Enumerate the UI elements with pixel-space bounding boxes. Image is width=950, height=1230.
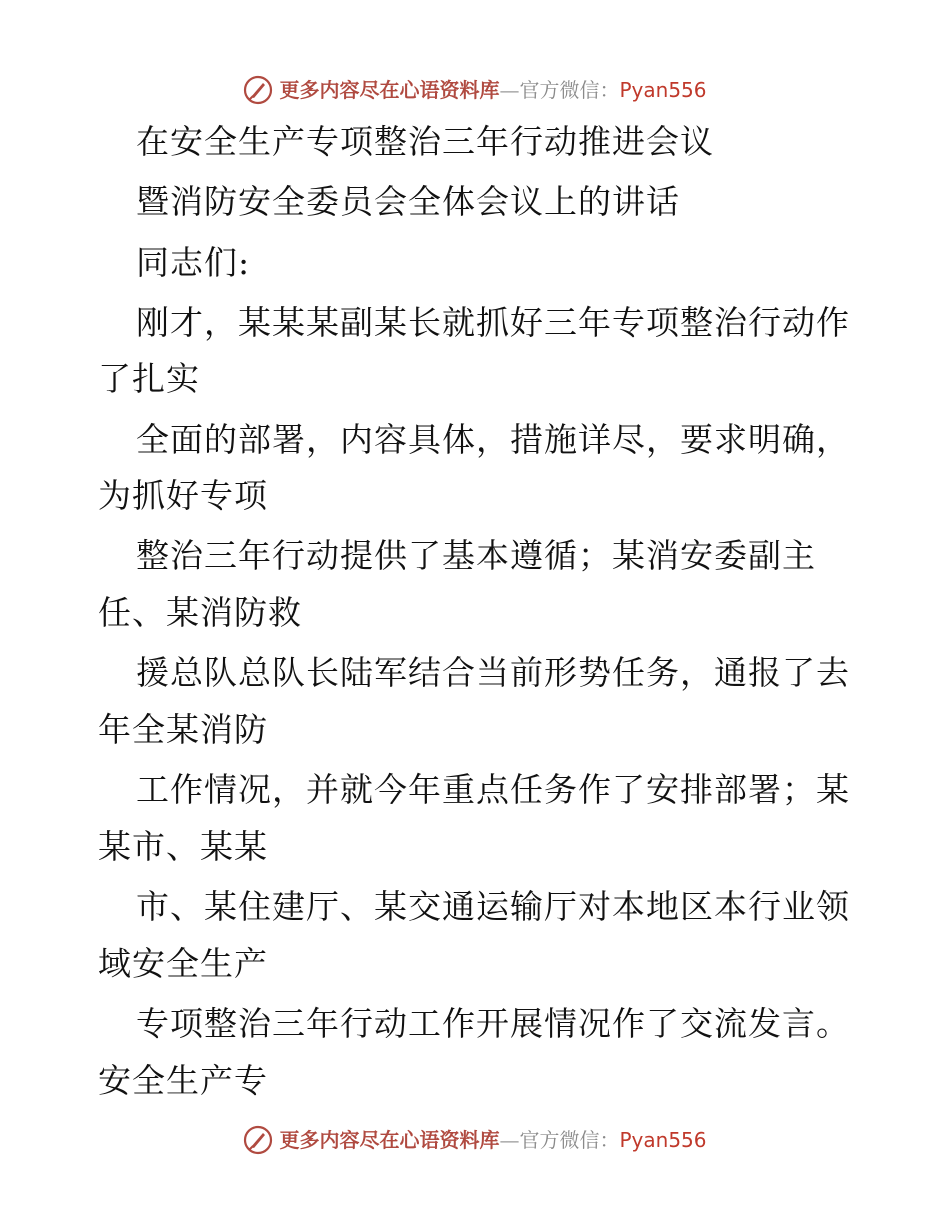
paragraph-line: 工作情况，并就今年重点任务作了安排部署；某 <box>136 770 850 809</box>
watermark-separator: — <box>499 1128 520 1152</box>
paragraph-line: 任、某消防救 <box>98 593 302 632</box>
paragraph-line: 域安全生产 <box>98 944 268 983</box>
watermark-wechat-label: 官方微信： <box>519 78 620 102</box>
paragraph-line: 市、某住建厅、某交通运输厅对本地区本行业领 <box>136 887 850 926</box>
document-title-line-1: 在安全生产专项整治三年行动推进会议 <box>136 122 714 161</box>
paragraph-line: 刚才，某某某副某长就抓好三年专项整治行动作 <box>136 303 850 342</box>
watermark-site-text: 更多内容尽在心语资料库 <box>279 1128 500 1152</box>
paragraph-line: 为抓好专项 <box>98 476 268 515</box>
quill-logo-icon <box>243 75 273 105</box>
paragraph-line: 安全生产专 <box>98 1061 268 1100</box>
paragraph-line: 援总队总队长陆军结合当前形势任务，通报了去 <box>136 653 850 692</box>
paragraph-line: 了扎实 <box>98 359 200 398</box>
watermark-wechat-id: Pyan556 <box>619 1128 707 1152</box>
paragraph-line: 年全某消防 <box>98 710 268 749</box>
paragraph-line: 整治三年行动提供了基本遵循；某消安委副主 <box>136 536 816 575</box>
salutation: 同志们: <box>136 243 251 282</box>
paragraph-line: 全面的部署，内容具体，措施详尽，要求明确， <box>136 420 850 459</box>
quill-logo-icon <box>243 1125 273 1155</box>
paragraph-line: 专项整治三年行动工作开展情况作了交流发言。 <box>136 1004 850 1043</box>
footer-watermark <box>0 1120 950 1160</box>
watermark-wechat-id: Pyan556 <box>619 78 707 102</box>
watermark-wechat-label: 官方微信： <box>519 1128 620 1152</box>
document-title-line-2: 暨消防安全委员会全体会议上的讲话 <box>136 182 680 221</box>
paragraph-line: 某市、某某 <box>98 827 268 866</box>
watermark-separator: — <box>499 78 520 102</box>
header-watermark <box>0 70 950 110</box>
watermark-site-text: 更多内容尽在心语资料库 <box>279 78 500 102</box>
